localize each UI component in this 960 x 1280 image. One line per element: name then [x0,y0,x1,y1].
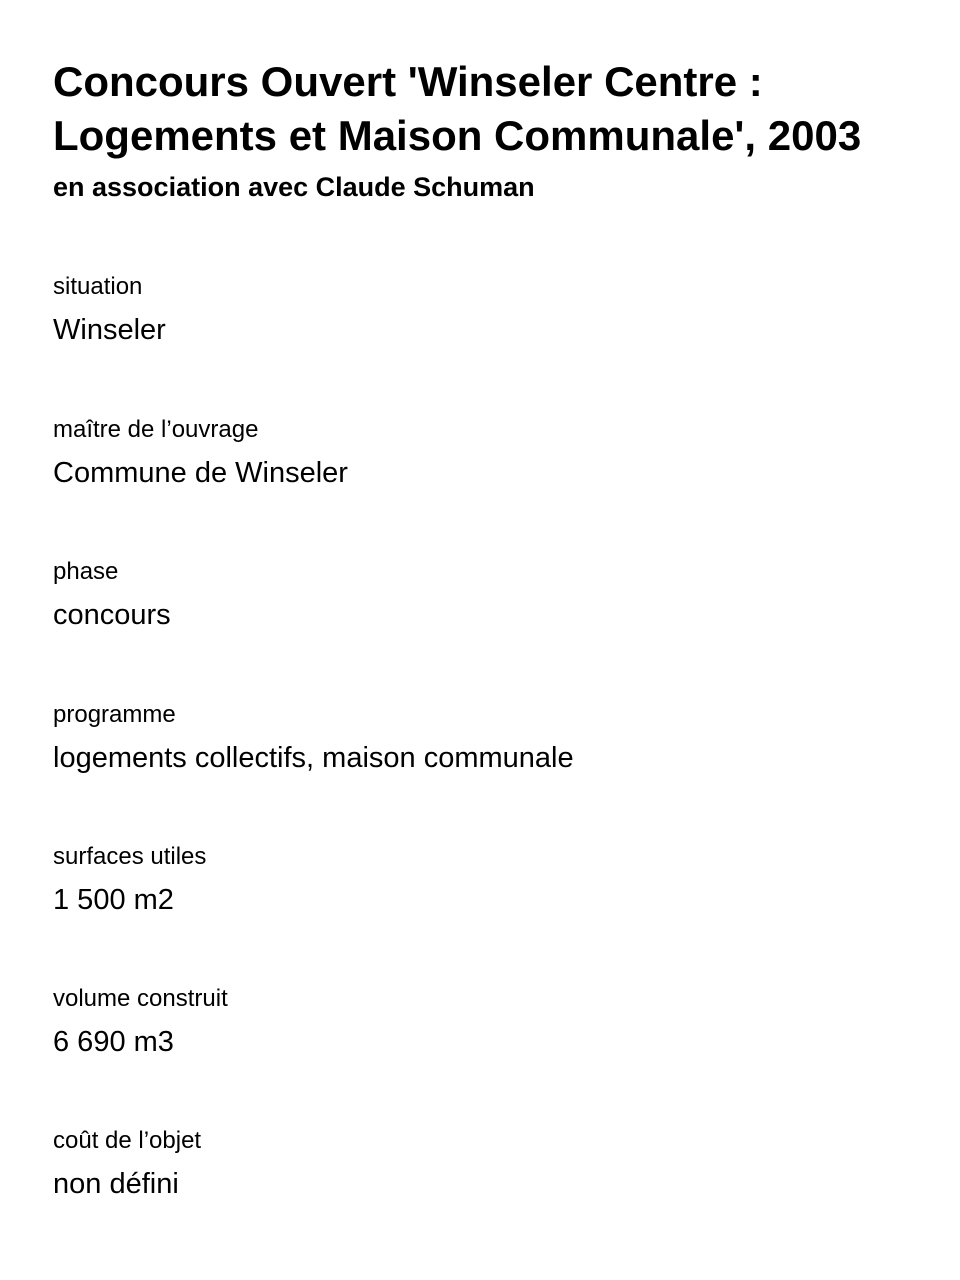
field-surfaces-utiles [53,842,933,917]
field-label: maître de l’ouvrage [53,416,259,443]
title-line-2: Logements et Maison Communale', 2003 [53,112,862,159]
field-cout-objet [53,1126,933,1201]
field-maitre-ouvrage [53,415,933,490]
title-line-1: Concours Ouvert 'Winseler Centre : [53,58,763,105]
field-phase [53,557,933,632]
page-title [53,55,861,163]
field-label: situation [53,273,143,300]
field-label: surfaces utiles [53,843,207,870]
field-label: phase [53,558,119,585]
field-value: non défini [53,1168,179,1200]
field-value: 6 690 m3 [53,1026,174,1058]
field-label: coût de l’objet [53,1127,202,1154]
field-volume-construit [53,984,933,1059]
page-subtitle: en association avec Claude Schuman [53,172,535,202]
field-label: volume construit [53,985,228,1012]
field-situation [53,272,933,347]
field-value: Winseler [53,314,166,346]
field-value: logements collectifs, maison communale [53,742,574,774]
field-label: programme [53,701,176,728]
field-programme [53,700,933,775]
field-value: concours [53,599,171,631]
field-value: 1 500 m2 [53,884,174,916]
field-value: Commune de Winseler [53,457,348,489]
